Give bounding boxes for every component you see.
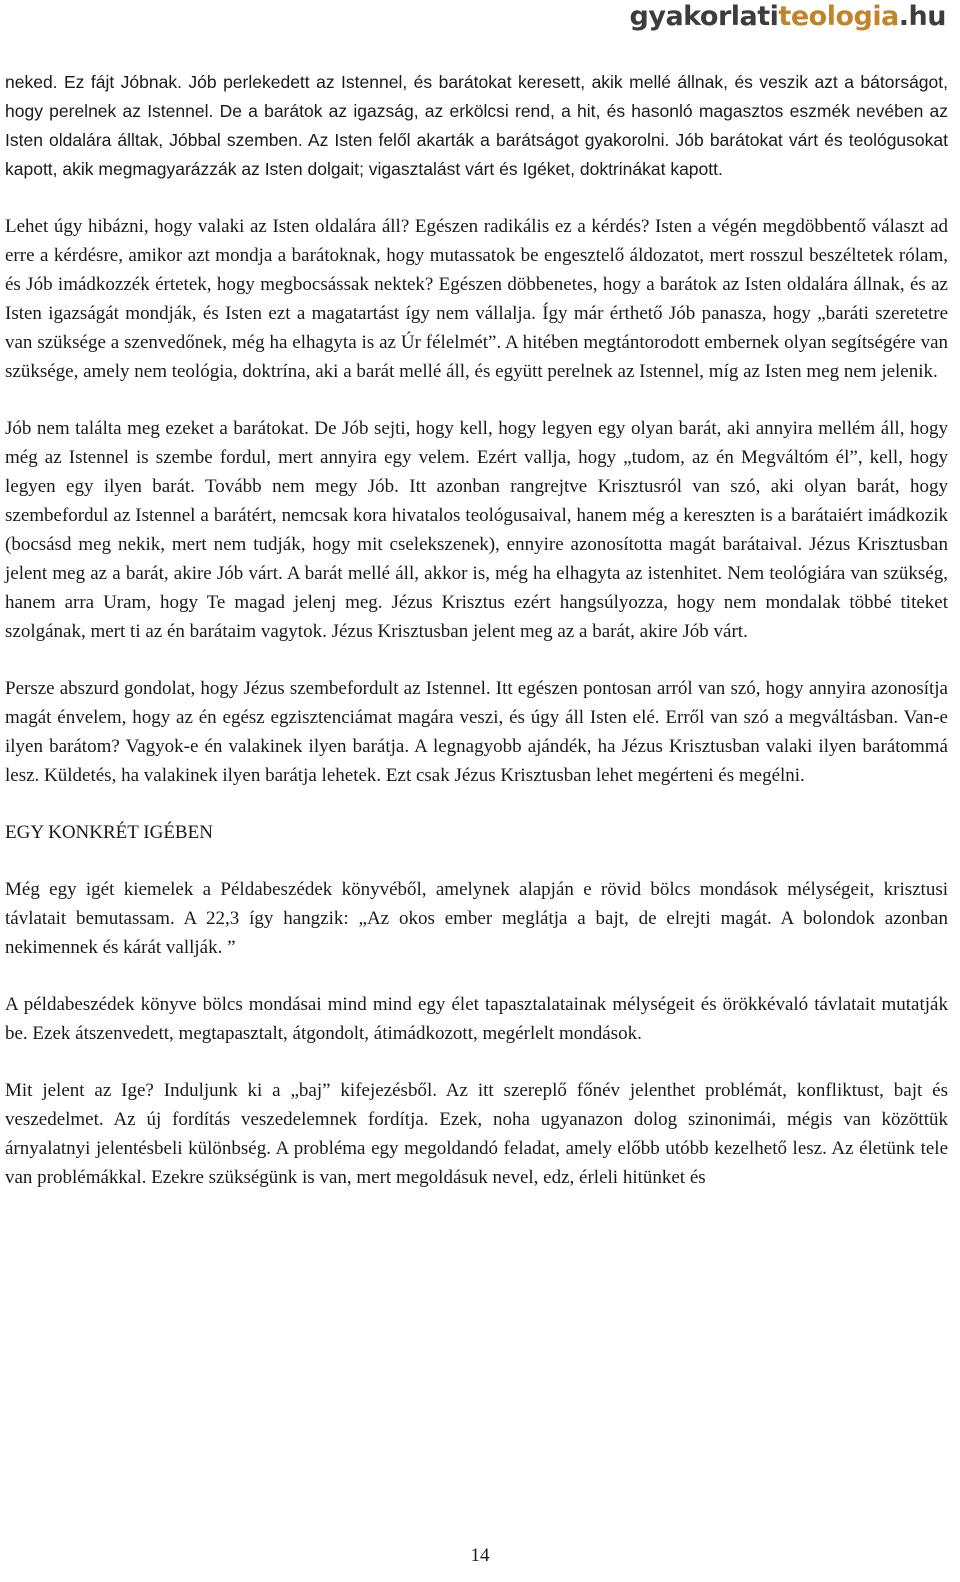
paragraph-3: Jób nem találta meg ezeket a barátokat. De Jób sejti, hogy kell, hogy legyen egy olyan barát, aki annyira mellém áll, hogy még az Istennel is szembe fordul, mert annyira egy velem. Ezért vallja, hogy „tudom, az én Megváltóm él”, kell, hogy legyen egy ilyen barát. Tovább nem megy Jób. Itt azonban rangrejtve Krisztusról van szó, aki olyan barát, hogy szembefordul az Istennel a barátért, nemcsak kora hivatalos teológusaival, hanem még a kereszten is a barátaiért imádkozik (bocsásd meg nekik, mert nem tudják, hogy mit cselekszenek), ennyire azonosította magát barátaival. Jézus Krisztusban jelent meg az a barát, akire Jób várt. A barát mellé áll, akkor is, még ha elhagyta az istenhitet. Nem teológiára van szükség, hanem arra Uram, hogy Te magad jelenj meg. Jézus Krisztus ezért hangsúlyozza, hogy nem mondalak többé titeket szolgának, mert ti az én barátaim vagytok. Jézus Krisztusban jelent meg az a barát, akire Jób várt.	[5, 418, 948, 642]
paragraph-1: neked. Ez fájt Jóbnak. Jób perlekedett az Istennel, és barátokat keresett, akik mellé állnak, és veszik azt a bátorságot, hogy perelnek az Istennel. De a barátok az igazság, az erkölcsi rend, a hit, és hasonló magasztos eszmék nevében az Isten oldalára álltak, Jóbbal szemben. Az Isten felől akarták a barátságot gyakorolni. Jób barátokat várt és teológusokat kapott, akik megmagyarázzák az Isten dolgait; vigasztalást várt és Igéket, doktrinákat kapott.	[5, 72, 948, 179]
section-heading: EGY KONKRÉT IGÉBEN	[5, 822, 213, 843]
site-logo	[630, 0, 946, 34]
paragraph-6: A példabeszédek könyve bölcs mondásai mind mind egy élet tapasztalatainak mélységeit és örökkévaló távlatait mutatják be. Ezek átszenvedett, megtapasztalt, átgondolt, átimádkozott, megérlelt mondások.	[5, 994, 948, 1044]
logo-part-3: .hu	[898, 1, 946, 32]
paragraph-2: Lehet úgy hibázni, hogy valaki az Isten oldalára áll? Egészen radikális ez a kérdés? Isten a végén megdöbbentő választ ad erre a kérdésre, amikor azt mondja a barátoknak, hogy mutassatok be engesztelő áldozatot, mert rosszul beszéltetek rólam, és Jób imádkozzék értetek, hogy megbocsássak nektek? Egészen döbbenetes, hogy a barátok az Isten oldalára állnak, és az Isten igazságát mondják, és Isten ezt a magatartást így nem vállalja. Így már érthető Jób panasza, hogy „baráti szeretetre van szüksége a szenvedőnek, még ha elhagyta is az Úr félelmét”. A hitében megtántorodott embernek olyan segítségére van szüksége, amely nem teológia, doktrína, aki a barát mellé áll, és együtt perelnek az Istennel, míg az Isten meg nem jelenik.	[5, 216, 948, 382]
logo-part-1: gyakorlati	[629, 1, 779, 32]
paragraph-5: Még egy igét kiemelek a Példabeszédek könyvéből, amelynek alapján e rövid bölcs mondások mélységeit, krisztusi távlatait bemutassam. A 22,3 így hangzik: „Az okos ember meglátja a bajt, de elrejti magát. A bolondok azonban nekimennek és kárát vallják. ”	[5, 879, 948, 958]
document-body	[5, 68, 948, 1192]
paragraph-4: Persze abszurd gondolat, hogy Jézus szembefordult az Istennel. Itt egészen pontosan arról van szó, hogy annyira azonosítja magát énvelem, hogy az én egész egzisztenciámat magára veszi, és úgy áll Isten elé. Erről van szó a megváltásban. Van-e ilyen barátom? Vagyok-e én valakinek ilyen barátja. A legnagyobb ajándék, ha Jézus Krisztusban valaki ilyen barátommá lesz. Küldetés, ha valakinek ilyen barátja lehetek. Ezt csak Jézus Krisztusban lehet megérteni és megélni.	[5, 678, 948, 786]
page-number: 14	[470, 1545, 490, 1566]
logo-part-2: teologia	[778, 1, 899, 32]
paragraph-7: Mit jelent az Ige? Induljunk ki a „baj” kifejezésből. Az itt szereplő főnév jelenthet problémát, konfliktust, bajt és veszedelmet. Az új fordítás veszedelemnek fordítja. Ezek, noha ugyanazon dolog szinonimái, mégis van közöttük árnyalatnyi jelentésbeli különbség. A probléma egy megoldandó feladat, amely előbb utóbb kezelhető lesz. Az életünk tele van problémákkal. Ezekre szükségünk is van, mert megoldásuk nevel, edz, érleli hitünket és	[5, 1080, 948, 1188]
